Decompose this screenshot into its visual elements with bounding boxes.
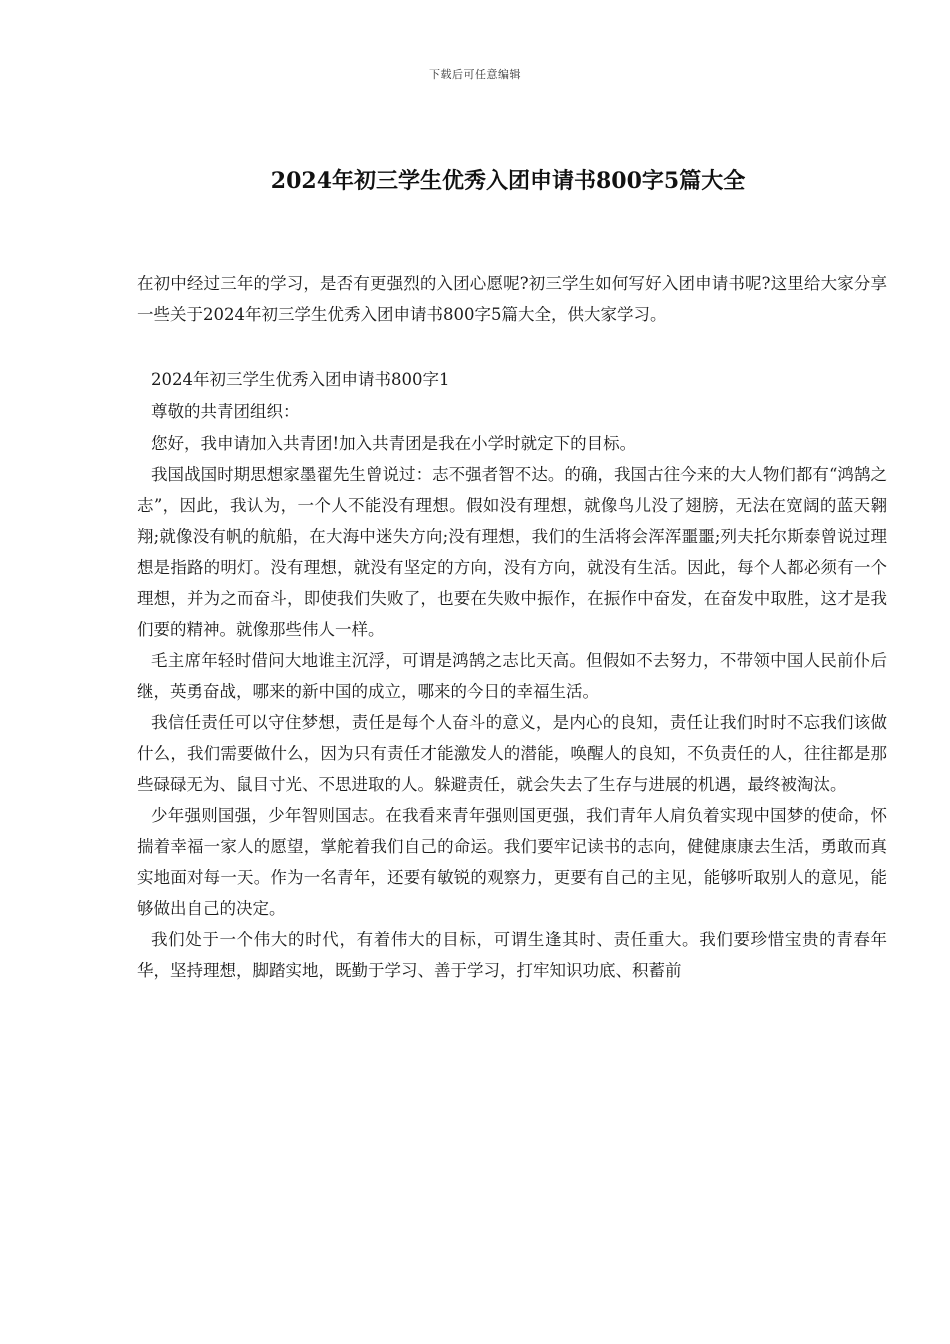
intro-paragraph: 在初中经过三年的学习，是否有更强烈的入团心愿呢?初三学生如何写好入团申请书呢?这里给大家分享一些关于2024年初三学生优秀入团申请书800字5篇大全，供大家学习。	[137, 274, 887, 324]
body-paragraph: 我们处于一个伟大的时代，有着伟大的目标，可谓生逢其时、责任重大。我们要珍惜宝贵的青春年华，坚持理想，脚踏实地，既勤于学习、善于学习，打牢知识功底、积蓄前	[137, 930, 887, 980]
body-paragraph: 我信任责任可以守住梦想，责任是每个人奋斗的意义，是内心的良知，责任让我们时时不忘我们该做什么，我们需要做什么，因为只有责任才能激发人的潜能，唤醒人的良知，不负责任的人，往往都是那些碌碌无为、鼠目寸光、不思进取的人。躲避责任，就会失去了生存与进展的机遇，最终被淘汰。	[137, 713, 887, 794]
document-body	[137, 268, 887, 986]
document-title: 2024年初三学生优秀入团申请书800字5篇大全	[270, 168, 746, 194]
salutation: 尊敬的共青团组织：	[151, 402, 300, 421]
body-paragraph: 我国战国时期思想家墨翟先生曾说过：志不强者智不达。的确，我国古往今来的大人物们都有“鸿鹄之志”，因此，我认为，一个人不能没有理想。假如没有理想，就像鸟儿没了翅膀，无法在宽阔的蓝天翱翔;就像没有帆的航船，在大海中迷失方向;没有理想，我们的生活将会浑浑噩噩;列夫托尔斯泰曾说过理想是指路的明灯。没有理想，就没有坚定的方向，没有方向，就没有生活。因此，每个人都必须有一个理想，并为之而奋斗，即使我们失败了，也要在失败中振作，在振作中奋发，在奋发中取胜，这才是我们要的精神。就像那些伟人一样。	[137, 465, 887, 639]
body-paragraph: 少年强则国强，少年智则国志。在我看来青年强则国更强，我们青年人肩负着实现中国梦的使命，怀揣着幸福一家人的愿望，掌舵着我们自己的命运。我们要牢记读书的志向，健健康康去生活，勇敢而真实地面对每一天。作为一名青年，还要有敏锐的观察力，更要有自己的主见，能够听取别人的意见，能够做出自己的决定。	[137, 806, 887, 918]
page-header-note: 下载后可任意编辑	[429, 68, 521, 81]
body-paragraph: 您好，我申请加入共青团!加入共青团是我在小学时就定下的目标。	[151, 434, 637, 453]
body-paragraph: 毛主席年轻时借问大地谁主沉浮，可谓是鸿鹄之志比天高。但假如不去努力，不带领中国人民前仆后继，英勇奋战，哪来的新中国的成立，哪来的今日的幸福生活。	[137, 651, 887, 701]
section-title: 2024年初三学生优秀入团申请书800字1	[151, 370, 450, 389]
